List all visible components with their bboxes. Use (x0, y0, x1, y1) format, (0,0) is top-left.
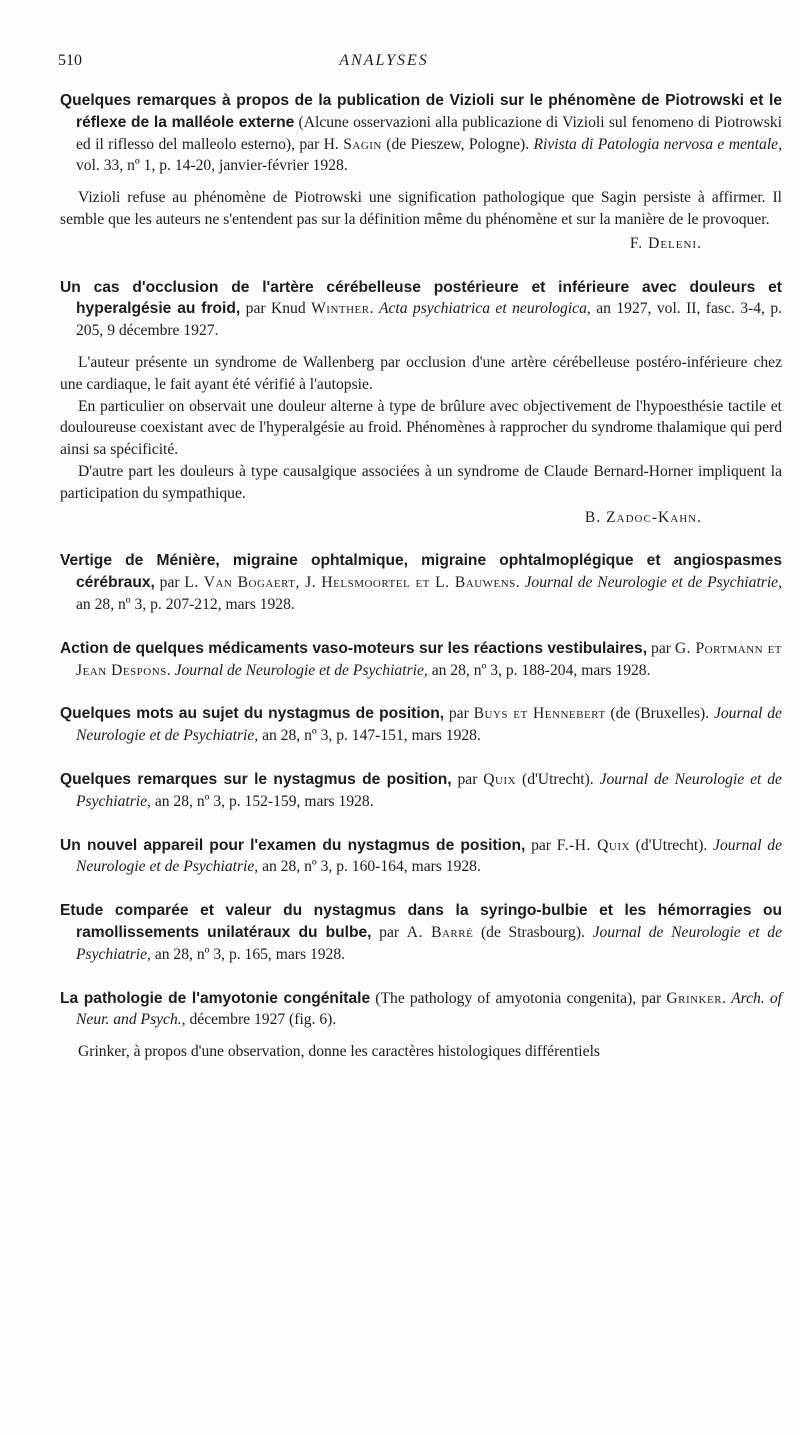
abstract-summary (60, 1041, 782, 1063)
article-title: Action de quelques médicaments vaso-moteurs sur les réactions vestibulaires, (60, 639, 648, 657)
page-header (58, 52, 770, 76)
reference-text: (d'Utrecht). (629, 836, 714, 854)
journal-name: Journal de Neurologie et de Psychiatrie, (76, 836, 782, 876)
abstract-entry (60, 90, 782, 255)
journal-name: Journal de Neurologie et de Psychiatrie, (76, 705, 782, 745)
author-names: Buys et Hennebert (473, 705, 606, 723)
journal-name: Rivista di Patologia nervosa e mentale, (533, 135, 782, 153)
author-names: Quix (483, 770, 517, 788)
abstract-entry (60, 835, 782, 879)
journal-name: Journal de Neurologie et de Psychiatrie, (174, 661, 428, 679)
reference-text: . (722, 989, 732, 1007)
reference-text: (Alcune osservazioni alla publicazione di Vizioli sul fenomeno di Piotrowski ed il riflesso del malleolo esterno), par H. (76, 113, 782, 153)
running-head: ANALYSES (339, 52, 429, 69)
publication-details: vol. 33, nº 1, p. 14-20, janvier-février 1928. (76, 157, 348, 175)
summary-paragraph: Vizioli refuse au phénomène de Piotrowski une signification pathologique que Sagin persiste à affirmer. Il semble que les auteurs ne s'entendent pas sur la définition même du phénomène et sur la manière de le provoquer. (60, 189, 782, 228)
article-title: Un cas d'occlusion de l'artère cérébelleuse postérieure et inférieure avec douleurs et hyperalgésie au froid, (60, 278, 782, 318)
publication-details: an 28, nº 3, p. 207-212, mars 1928. (76, 595, 295, 613)
abstracts-column (60, 90, 782, 1085)
reference (60, 550, 782, 615)
abstract-entry (60, 638, 782, 682)
reference-text: par (444, 705, 474, 723)
publication-details: an 1927, vol. II, fasc. 3-4, p. 205, 9 décembre 1927. (76, 300, 783, 340)
journal-name: Acta psychiatrica et neurologica, (378, 300, 591, 318)
author-names: F.-H. Quix (556, 836, 630, 854)
publication-details: an 28, nº 3, p. 188-204, mars 1928. (427, 661, 651, 679)
author-names: Grinker (666, 989, 723, 1007)
author-names: A. Barré (406, 923, 474, 941)
article-title: Un nouvel appareil pour l'examen du nystagmus de position, (60, 836, 526, 854)
abstract-summary (60, 352, 782, 505)
reference-text: par (154, 574, 185, 592)
journal-name: Journal de Neurologie et de Psychiatrie, (524, 574, 782, 592)
reference-text: (de Pieszew, Pologne). (381, 135, 534, 153)
publication-details: an 28, nº 3, p. 147-151, mars 1928. (258, 727, 481, 745)
reference (60, 638, 782, 682)
reference-text: par Knud (240, 300, 312, 318)
summary-paragraph: D'autre part les douleurs à type causalgique associées à un syndrome de Claude Bernard-Horner impliquent la participation du sympathique. (60, 462, 782, 502)
reference (60, 900, 782, 965)
reference-text: par (647, 639, 675, 657)
abstract-entry (60, 550, 782, 615)
journal-name: Journal de Neurologie et de Psychiatrie, (76, 923, 782, 963)
abstract-entry (60, 769, 782, 813)
author-names: Sagin (343, 135, 382, 153)
article-title: Etude comparée et valeur du nystagmus dans la syringo-bulbie et les hémorragies ou ramollissements unilatéraux du bulbe, (60, 902, 782, 941)
journal-name: Journal de Neurologie et de Psychiatrie, (76, 770, 782, 810)
reference-text: (The pathology of amyotonia congenita), par (370, 989, 667, 1007)
reference (60, 988, 782, 1032)
article-title: La pathologie de l'amyotonie congénitale (60, 989, 371, 1007)
abstract-summary (60, 187, 782, 231)
reference-text: (de (Bruxelles). (605, 705, 714, 723)
reference-text: . (369, 300, 379, 318)
abstract-entry (60, 703, 782, 747)
publication-details: an 28, nº 3, p. 152-159, mars 1928. (150, 792, 374, 810)
summary-paragraph: Grinker, à propos d'une observation, donne les caractères histologiques différentiels (78, 1043, 600, 1061)
abstract-entry (60, 900, 782, 965)
publication-details: an 28, nº 3, p. 165, mars 1928. (150, 945, 346, 963)
reference-text: . (166, 661, 175, 679)
article-title: Quelques remarques sur le nystagmus de position, (60, 770, 452, 788)
reviewer-signature: F. Deleni. (629, 234, 702, 252)
author-names: Winther (311, 300, 370, 318)
reference (60, 277, 782, 342)
author-names: L. Van Bogaert, J. Helsmoortel et L. Bauwens (184, 574, 516, 592)
reference (60, 769, 782, 813)
reference-text: . (515, 574, 525, 592)
page-number: 510 (58, 52, 82, 69)
article-title: Vertige de Ménière, migraine ophtalmique, migraine ophtalmoplégique et angiospasmes cérébraux, (60, 552, 782, 592)
publication-details: an 28, nº 3, p. 160-164, mars 1928. (258, 858, 481, 876)
summary-paragraph: En particulier on observait une douleur alterne à type de brûlure avec objectivement de l'hypoesthésie tactile et douloureuse coexistant avec de l'hyperalgésie au froid. Phénomènes à rapprocher du syndrome thalamique qui perd ainsi sa spécificité. (60, 397, 782, 459)
journal-name: Arch. of Neur. and Psych., (76, 989, 782, 1029)
reviewer-signature: B. Zadoc-Kahn. (584, 508, 702, 526)
reference (60, 835, 782, 879)
reference-text: par (451, 770, 484, 788)
abstract-entry (60, 277, 782, 529)
author-names: G. Portmann et Jean Despons (76, 639, 783, 679)
reference-text: (d'Utrecht). (516, 770, 600, 788)
summary-paragraph: L'auteur présente un syndrome de Wallenberg par occlusion d'une artère cérébelleuse postéro-inférieure chez une cardiaque, le fait ayant été vérifié à l'autopsie. (60, 353, 782, 393)
reference-text: (de Strasbourg). (473, 923, 593, 941)
reference (60, 90, 782, 177)
reference-text: par (525, 836, 557, 854)
publication-details: décembre 1927 (fig. 6). (185, 1011, 337, 1029)
reference-text: par (371, 923, 407, 941)
reference (60, 703, 782, 747)
article-title: Quelques mots au sujet du nystagmus de position, (60, 705, 445, 723)
abstract-entry (60, 988, 782, 1063)
article-title: Quelques remarques à propos de la publication de Vizioli sur le phénomène de Piotrowski et le réflexe de la malléole externe (60, 92, 782, 131)
